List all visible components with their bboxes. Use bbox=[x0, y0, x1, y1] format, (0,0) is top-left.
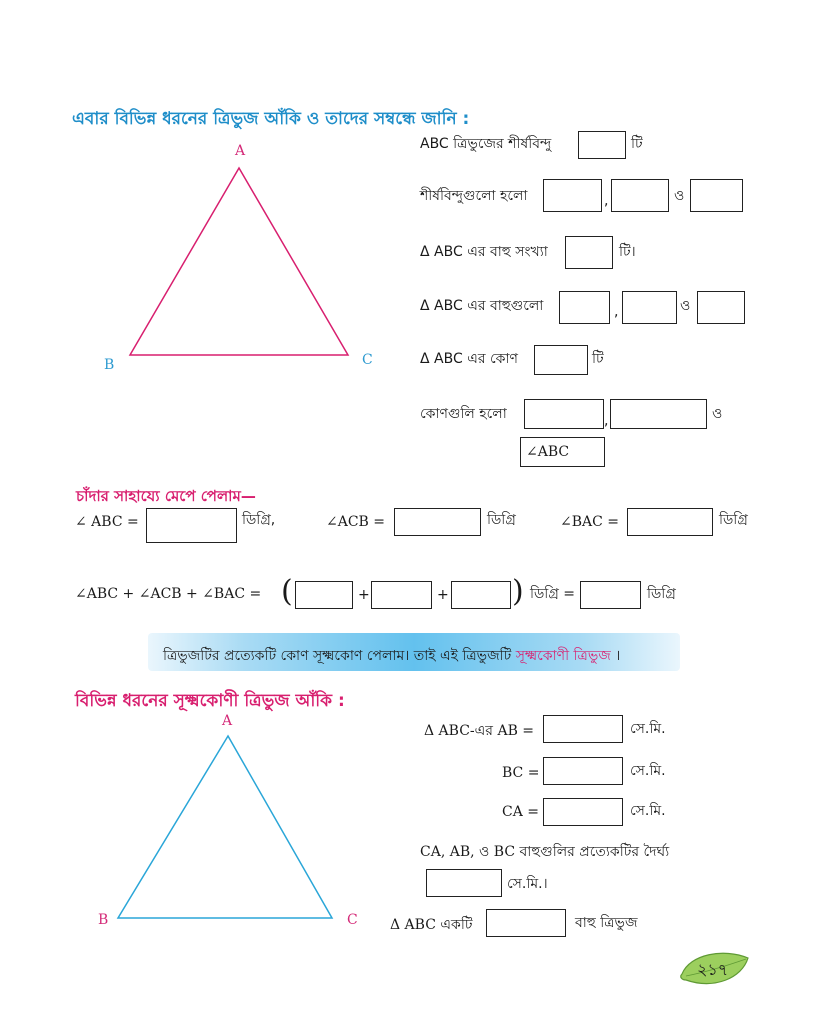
measure-heading: চাঁদার সাহায্যে মেপে পেলাম— bbox=[76, 487, 256, 505]
q6-text: কোণগুলি হলো bbox=[420, 406, 507, 422]
q6-comma: , bbox=[604, 413, 609, 429]
section-heading-2: বিভিন্ন ধরনের সূক্ষ্মকোণী ত্রিভুজ আঁকি : bbox=[75, 691, 345, 711]
triangle-figure-2 bbox=[100, 710, 380, 940]
ab-length-box[interactable] bbox=[543, 715, 623, 743]
triangle-figure-1 bbox=[95, 140, 395, 380]
vertex2-label-b: B bbox=[98, 912, 109, 928]
bac-angle-unit: ডিগ্রি bbox=[719, 512, 748, 528]
sum-open-paren: ( bbox=[281, 574, 293, 609]
sum-unit-1: ডিগ্রি = bbox=[530, 586, 575, 602]
ab-length-unit: সে.মি. bbox=[630, 721, 666, 737]
q1-text: ABC ত্রিভুজের শীর্ষবিন্দু bbox=[420, 136, 552, 152]
sum-close-paren: ) bbox=[512, 574, 524, 609]
sum-box-3[interactable] bbox=[451, 581, 511, 609]
abc-angle-unit: ডিগ্রি, bbox=[242, 512, 276, 528]
q1-suffix: টি bbox=[631, 136, 643, 152]
triangle-2-outline bbox=[118, 736, 332, 918]
angle-box-2[interactable] bbox=[610, 399, 707, 429]
vertex-label-a: A bbox=[235, 143, 246, 159]
triangle-1-outline bbox=[130, 168, 348, 355]
q4-and: ও bbox=[680, 298, 691, 314]
acb-angle-unit: ডিগ্রি bbox=[487, 512, 516, 528]
vertex-label-b: B bbox=[104, 357, 115, 373]
sum-plus-2: + bbox=[437, 587, 449, 603]
section-heading: এবার বিভিন্ন ধরনের ত্রিভুজ আঁকি ও তাদের সম্বন্ধে জানি : bbox=[72, 109, 470, 129]
sum-box-1[interactable] bbox=[295, 581, 353, 609]
vertex-box-2[interactable] bbox=[611, 179, 669, 212]
sum-unit-2: ডিগ্রি bbox=[647, 586, 676, 602]
side-box-2[interactable] bbox=[622, 291, 677, 324]
bc-length-box[interactable] bbox=[543, 757, 623, 785]
angle-box-3-value: ∠ABC bbox=[526, 444, 570, 460]
q5-text: Δ ABC এর কোণ bbox=[420, 351, 518, 367]
side-box-3[interactable] bbox=[697, 291, 745, 324]
q4-text: Δ ABC এর বাহুগুলো bbox=[420, 298, 544, 314]
q2-comma: , bbox=[604, 193, 609, 209]
vertex-box-1[interactable] bbox=[543, 179, 602, 212]
triangle-type-label: Δ ABC একটি bbox=[390, 917, 473, 933]
abc-angle-box[interactable] bbox=[146, 508, 237, 543]
ab-length-label: Δ ABC-এর AB = bbox=[424, 723, 535, 739]
q3-text: Δ ABC এর বাহু সংখ্যা bbox=[420, 244, 548, 260]
side-count-box[interactable] bbox=[565, 236, 613, 269]
bac-angle-label: ∠BAC = bbox=[560, 514, 620, 530]
bac-angle-box[interactable] bbox=[627, 508, 713, 536]
ca-length-label: CA = bbox=[502, 804, 540, 820]
conclusion-highlight: সূক্ষ্মকোণী ত্রিভুজ bbox=[515, 648, 611, 664]
angle-box-1[interactable] bbox=[524, 399, 604, 429]
sum-lhs: ∠ABC + ∠ACB + ∠BAC = bbox=[75, 586, 262, 602]
equal-sides-unit: সে.মি.। bbox=[507, 876, 548, 892]
abc-angle-label: ∠ ABC = bbox=[75, 514, 139, 530]
vertex2-label-a: A bbox=[222, 713, 233, 729]
conclusion-end: । bbox=[615, 648, 621, 664]
conclusion-main: ত্রিভুজটির প্রত্যেকটি কোণ সূক্ষ্মকোণ পেলাম। তাই এই ত্রিভুজটি bbox=[163, 648, 512, 664]
side-box-1[interactable] bbox=[559, 291, 610, 324]
equal-sides-sentence: CA, AB, ও BC বাহুগুলির প্রত্যেকটির দৈর্ঘ্য bbox=[420, 844, 670, 860]
sum-box-2[interactable] bbox=[371, 581, 432, 609]
q5-suffix: টি bbox=[592, 351, 604, 367]
vertex-label-c: C bbox=[362, 352, 373, 368]
bc-length-unit: সে.মি. bbox=[630, 763, 666, 779]
equal-sides-box[interactable] bbox=[426, 869, 502, 897]
q4-comma: , bbox=[614, 304, 619, 320]
triangle-type-suffix: বাহু ত্রিভুজ bbox=[575, 915, 638, 931]
q2-and: ও bbox=[674, 188, 685, 204]
acb-angle-box[interactable] bbox=[394, 508, 481, 536]
angle-count-box[interactable] bbox=[534, 345, 588, 375]
triangle-type-box[interactable] bbox=[486, 909, 566, 937]
q6-and: ও bbox=[712, 406, 723, 422]
q3-suffix: টি। bbox=[619, 244, 636, 260]
vertex2-label-c: C bbox=[347, 912, 358, 928]
vertex-box-3[interactable] bbox=[690, 179, 743, 212]
sum-plus-1: + bbox=[358, 587, 370, 603]
conclusion-text bbox=[163, 644, 620, 668]
ca-length-box[interactable] bbox=[543, 798, 623, 826]
vertex-count-box[interactable] bbox=[578, 131, 626, 159]
bc-length-label: BC = bbox=[502, 765, 540, 781]
ca-length-unit: সে.মি. bbox=[630, 803, 666, 819]
q2-text: শীর্ষবিন্দুগুলো হলো bbox=[420, 188, 528, 204]
sum-total-box[interactable] bbox=[580, 581, 641, 609]
page-number: ২১৭ bbox=[697, 960, 729, 979]
acb-angle-label: ∠ACB = bbox=[326, 514, 386, 530]
